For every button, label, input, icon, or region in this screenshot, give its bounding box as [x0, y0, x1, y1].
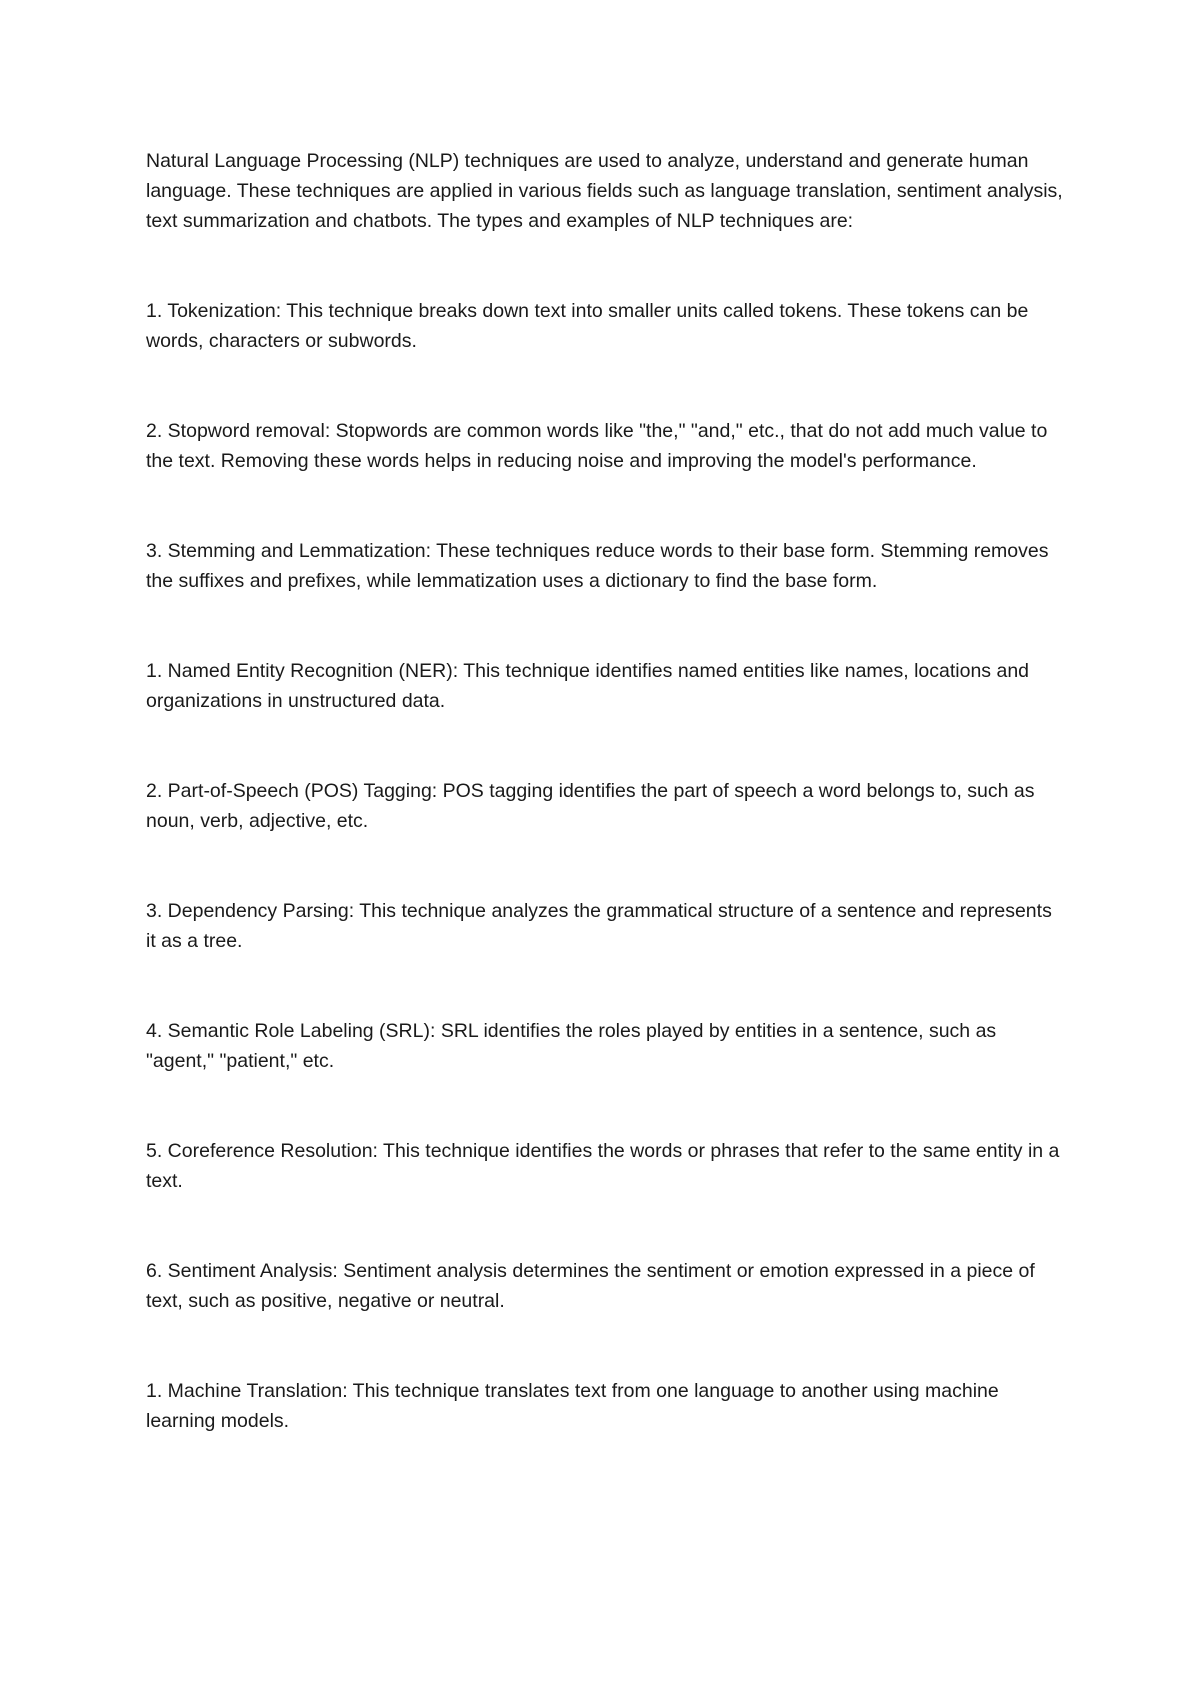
list-item-machine-translation: 1. Machine Translation: This technique translates text from one language to another using machine learning models. [146, 1380, 999, 1432]
document-body [146, 146, 1066, 1436]
list-item-pos-tagging: 2. Part-of-Speech (POS) Tagging: POS tagging identifies the part of speech a word belongs to, such as noun, verb, adjective, etc. [146, 780, 1035, 832]
list-item-stopword-removal: 2. Stopword removal: Stopwords are common words like "the," "and," etc., that do not add much value to the text. Removing these words helps in reducing noise and improving the model's performance. [146, 420, 1048, 472]
list-item-dependency-parsing: 3. Dependency Parsing: This technique analyzes the grammatical structure of a sentence and represents it as a tree. [146, 900, 1052, 952]
list-item-sentiment-analysis: 6. Sentiment Analysis: Sentiment analysis determines the sentiment or emotion expressed in a piece of text, such as positive, negative or neutral. [146, 1260, 1035, 1312]
list-item-semantic-role-labeling: 4. Semantic Role Labeling (SRL): SRL identifies the roles played by entities in a sentence, such as "agent," "patient," etc. [146, 1020, 997, 1072]
list-item-tokenization: 1. Tokenization: This technique breaks down text into smaller units called tokens. These tokens can be words, characters or subwords. [146, 300, 1029, 352]
list-item-coreference-resolution: 5. Coreference Resolution: This technique identifies the words or phrases that refer to the same entity in a text. [146, 1140, 1060, 1192]
list-item-named-entity-recognition: 1. Named Entity Recognition (NER): This technique identifies named entities like names, locations and organizations in unstructured data. [146, 660, 1030, 712]
list-item-stemming-lemmatization: 3. Stemming and Lemmatization: These techniques reduce words to their base form. Stemming removes the suffixes and prefixes, while lemmatization uses a dictionary to find the base form. [146, 540, 1049, 592]
intro-paragraph: Natural Language Processing (NLP) techniques are used to analyze, understand and generate human language. These techniques are applied in various fields such as language translation, sentiment analysis, text summarization and chatbots. The types and examples of NLP techniques are: [146, 150, 1063, 232]
